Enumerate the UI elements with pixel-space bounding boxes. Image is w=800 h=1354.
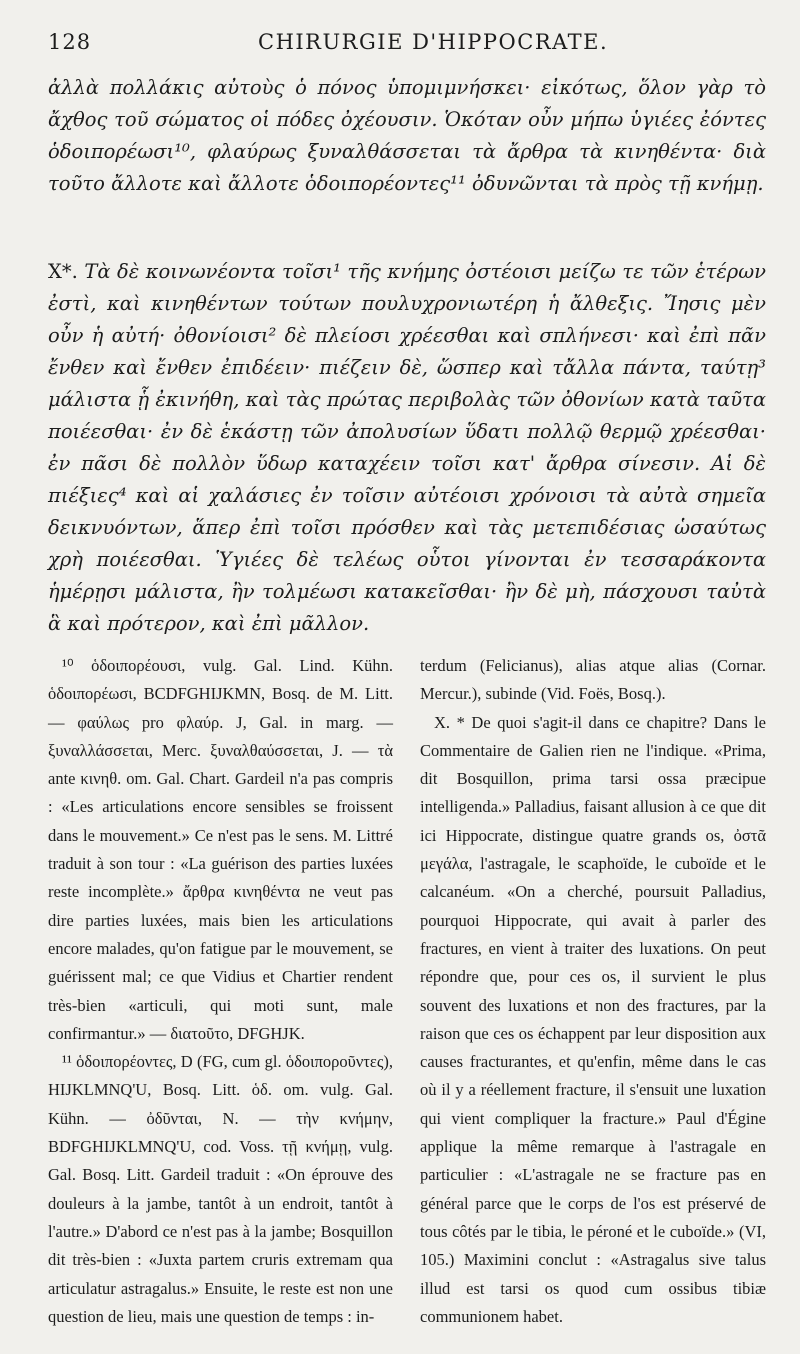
footnote-10: ¹⁰ ὁδοιπορέουσι, vulg. Gal. Lind. Kühn. ὁδοιπορέωσι, BCDFGHIJKMN, Bosq. de M. Litt. — φαύλως pro φλαύρ. J, Gal. in marg. — ξυναλλάσσεται, Merc. ξυναλθαύσσεται, J. — τὰ ante κινηθ. om. Gal. Chart. Gardeil n'a pas compris : «Les articulations encore sensibles se froissent dans le mouvement.» Ce n'est pas le sens. M. Littré traduit à son tour : «La guérison des parties luxées reste incomplète.» ἄρθρα κινηθέντα ne veut pas dire parties luxées, mais bien les articulations encore malades, qu'on fatigue par le mouvement, se guérissent mal; ce que Vidius et Chartier rendent très-bien «articuli, qui moti sunt, male confirmantur.» — διατοῦτο, DFGHJK. — [48, 656, 393, 1043]
footnotes-left-column — [48, 652, 393, 1331]
greek-paragraph-2 — [48, 256, 766, 640]
greek-paragraph-2-text: Τὰ δὲ κοινωνέοντα τοῖσι¹ τῆς κνήμης ὀστέοισι μείζω τε τῶν ἑτέρων ἐστὶ, καὶ κινηθέντων τούτων πουλυχρονιωτέρη ἡ ἄλθεξις. Ἴησις μὲν οὖν ἡ αὐτή· ὀθονίοισι² δὲ πλείοσι χρέεσθαι καὶ σπλήνεσι· καὶ ἐπὶ πᾶν ἔνθεν καὶ ἔνθεν ἐπιδέειν· πιέζειν δὲ, ὥσπερ καὶ τἄλλα πάντα, ταύτῃ³ μάλιστα ᾗ ἐκινήθη, καὶ τὰς πρώτας περιβολὰς τῶν ὀθονίων κατὰ ταῦτα ποιέεσθαι· ἐν δὲ ἑκάστῃ τῶν ἀπολυσίων ὕδατι πολλῷ θερμῷ χρέεσθαι· ἐν πᾶσι δὲ πολλὸν ὕδωρ καταχέειν τοῖσι κατ' ἄρθρα σίνεσιν. Αἱ δὲ πιέξιες⁴ καὶ αἱ χαλάσιες ἐν τοῖσιν αὐτέοισι χρόνοισι τὰ αὐτὰ σημεῖα δεικνυόντων, ἅπερ ἐπὶ τοῖσι πρόσθεν καὶ τὰς μετεπιδέσιας ὡσαύτως χρὴ ποιέεσθαι. Ὑγιέες δὲ τελέως οὗτοι γίνονται ἐν τεσσαράκοντα ἡμέρῃσι μάλιστα, ἢν τολμέωσι κατακεῖσθαι· ἢν δὲ μὴ, πάσχουσι ταὐτὰ ἃ καὶ πρότερον, καὶ ἐπὶ μᾶλλον. — [48, 260, 766, 635]
footnote-11: ¹¹ ὁδοιπορέοντες, D (FG, cum gl. ὁδοιπορoῦντες), HIJKLMNQ'U, Bosq. Litt. ὁδ. om. vulg. Gal. Kühn. — ὀδῦνται, N. — τὴν κνήμην, BDFGHIJKLMNQ'U, cod. Voss. τῇ κνήμῃ, vulg. Gal. Bosq. Litt. Gardeil traduit : «On éprouve des douleurs à la jambe, tantôt à un endroit, tantôt à l'autre.» D'abord ce n'est pas à la jambe; Bosquillon dit très-bien : «Juxta partem cruris extremam qua articulatur astragalus.» Ensuite, le reste est non une question de lieu, mais une question de temps : in- — [48, 1052, 393, 1326]
page-header — [48, 30, 760, 64]
page-number: 128 — [48, 30, 92, 54]
greek-paragraph-1: ἀλλὰ πολλάκις αὐτοὺς ὁ πόνος ὑπομιμνήσκει· εἰκότως, ὅλον γὰρ τὸ ἄχθος τοῦ σώματος οἱ πόδες ὀχέουσιν. Ὁκόταν οὖν μήπω ὑγιέες ἐόντες ὁδοιπορέωσι¹⁰, φλαύρως ξυναλθάσσεται τὰ ἄρθρα τὰ κινηθέντα· διὰ τοῦτο ἄλλοτε καὶ ἄλλοτε ὁδοιπορέοντες¹¹ ὀδυνῶνται τὰ πρὸς τῇ κνήμῃ. — [48, 76, 766, 195]
note-x: X. * De quoi s'agit-il dans ce chapitre? Dans le Commentaire de Galien rien ne l'indique. «Prima, dit Bosquillon, prima tarsi ossa præcipue intelligenda.» Palladius, faisant allusion à ce que dit ici Hippocrate, distingue quatre grands os, ὀστᾶ μεγάλα, l'astragale, le scaphoïde, le cuboïde et le calcanéum. «On a cherché, poursuit Palladius, pourquoi Hippocrate, qui avait à parler des fractures, en vient à traiter des luxations. On peut répondre que, pour ces os, il survient le plus souvent des luxations et non des fractures, par la raison que ces os échappent par leur disposition aux causes fracturantes, et qu'enfin, même dans le cas où il y a réellement fracture, il s'ensuit une luxation qui vient compliquer la fracture.» Paul d'Égine applique la même remarque à l'astragale en particulier : «L'astragale ne se fracture pas en général parce que le corps de l'os est préservé de tous côtés par le tibia, le péroné et le cuboïde.» (VI, 105.) Maximini conclut : «Astragalus sive talus illud est tarsi os quod cum ossibus tibiæ communionem habet. — [420, 712, 766, 1326]
running-head: CHIRURGIE D'HIPPOCRATE. — [258, 30, 609, 54]
footnotes-right-column — [420, 652, 766, 1331]
footnote-11-continued: terdum (Felicianus), alias atque alias (Cornar. Mercur.), subinde (Vid. Foës, Bosq.). — [420, 656, 766, 704]
section-number: X*. — [48, 260, 78, 283]
